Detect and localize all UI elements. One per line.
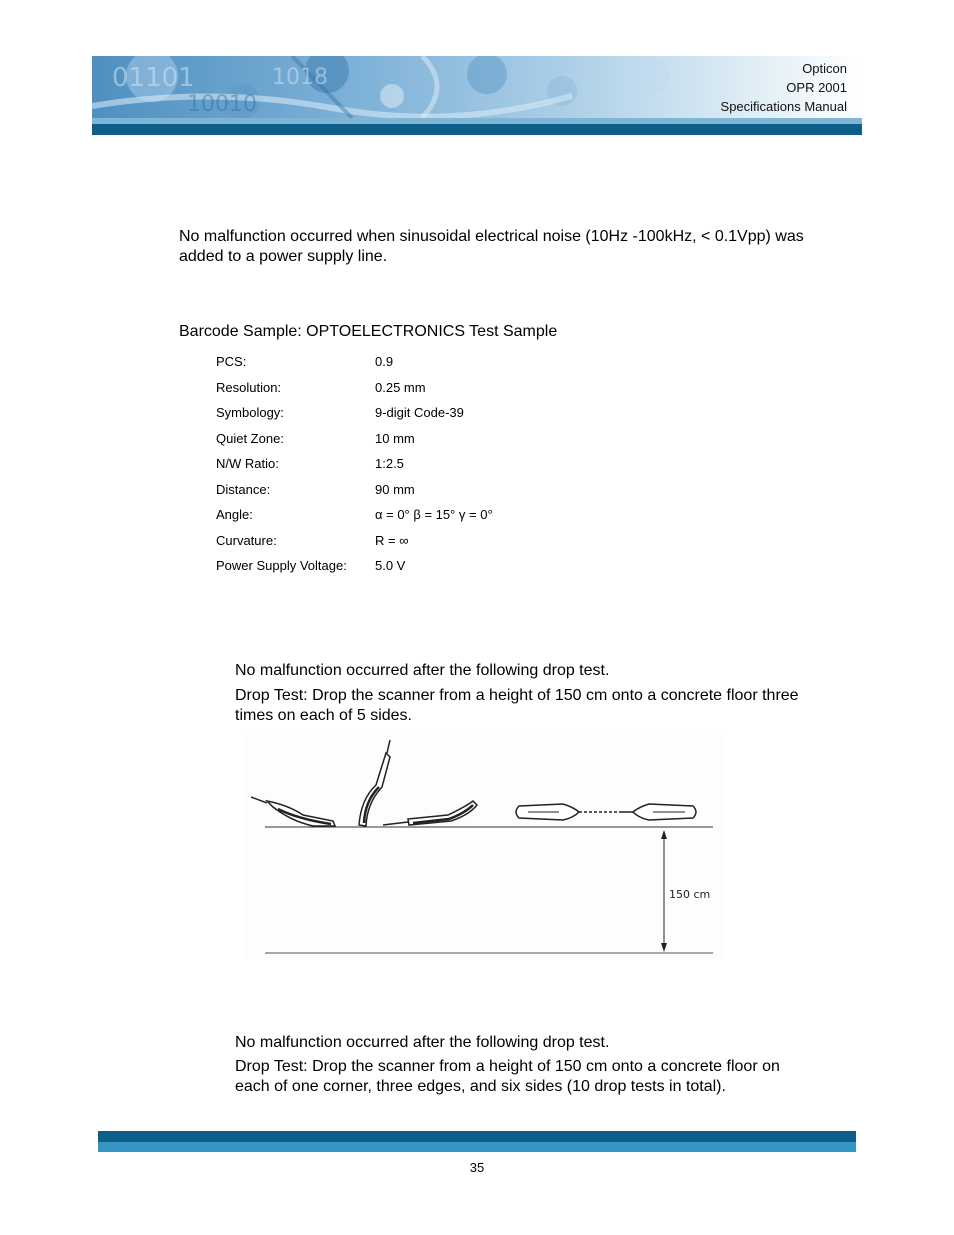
noise-paragraph-line2: added to a power supply line. — [179, 248, 388, 265]
footer-bar — [98, 1131, 856, 1152]
drop-test-figure — [243, 735, 725, 960]
drop-test-2-line2: each of one corner, three edges, and six sides (10 drop tests in total). — [235, 1078, 726, 1095]
header-company: Opticon — [802, 61, 847, 76]
drop-test-1-line1: Drop Test: Drop the scanner from a height of 150 cm onto a concrete floor three — [235, 687, 799, 704]
spec-label-symbology: Symbology: — [216, 405, 284, 420]
drop-test-2-intro: No malfunction occurred after the following drop test. — [235, 1034, 610, 1051]
spec-value-curvature: R = ∞ — [375, 533, 409, 548]
svg-text:10010: 10010 — [187, 92, 257, 117]
spec-value-resolution: 0.25 mm — [375, 380, 426, 395]
drop-test-1-intro: No malfunction occurred after the following drop test. — [235, 662, 610, 679]
barcode-sample-label: Barcode Sample: OPTOELECTRONICS Test Sample — [179, 323, 558, 340]
header-banner — [92, 56, 862, 135]
spec-label-resolution: Resolution: — [216, 380, 282, 395]
page-number: 35 — [469, 1160, 485, 1175]
header-manual-title: Specifications Manual — [720, 99, 847, 114]
header-title-block — [662, 59, 862, 116]
spec-label-power-supply-voltage: Power Supply Voltage: — [216, 558, 347, 573]
height-label: 150 cm — [669, 888, 711, 901]
spec-label-distance: Distance: — [216, 482, 271, 497]
svg-text:01101: 01101 — [112, 63, 195, 93]
spec-value-pcs: 0.9 — [375, 354, 394, 369]
spec-label-quiet-zone: Quiet Zone: — [216, 431, 284, 446]
noise-paragraph — [179, 227, 804, 267]
drop-test-illustration — [243, 735, 725, 960]
spec-label-nw-ratio: N/W Ratio: — [216, 456, 279, 471]
spec-label-curvature: Curvature: — [216, 533, 277, 548]
spec-value-quiet-zone: 10 mm — [375, 431, 415, 446]
drop-test-2-description — [235, 1057, 780, 1097]
spec-label-angle: Angle: — [216, 507, 253, 522]
drop-test-2-line1: Drop Test: Drop the scanner from a height of 150 cm onto a concrete floor on — [235, 1058, 780, 1075]
spec-value-symbology: 9-digit Code-39 — [375, 405, 464, 420]
drop-test-1-description — [235, 686, 799, 726]
svg-text:1018: 1018 — [272, 65, 328, 90]
footer-stripe-dark — [98, 1131, 856, 1142]
spec-value-angle: α = 0° β = 15° γ = 0° — [375, 507, 493, 522]
spec-label-pcs: PCS: — [216, 354, 247, 369]
drop-test-1-line2: times on each of 5 sides. — [235, 707, 412, 724]
noise-paragraph-line1: No malfunction occurred when sinusoidal electrical noise (10Hz -100kHz, < 0.1Vpp) was — [179, 228, 804, 245]
header-product: OPR 2001 — [786, 80, 847, 95]
header-stripe-dark — [92, 124, 862, 135]
spec-value-nw-ratio: 1:2.5 — [375, 456, 404, 471]
spec-value-power-supply-voltage: 5.0 V — [375, 558, 406, 573]
footer-stripe-light — [98, 1142, 856, 1152]
spec-value-distance: 90 mm — [375, 482, 415, 497]
